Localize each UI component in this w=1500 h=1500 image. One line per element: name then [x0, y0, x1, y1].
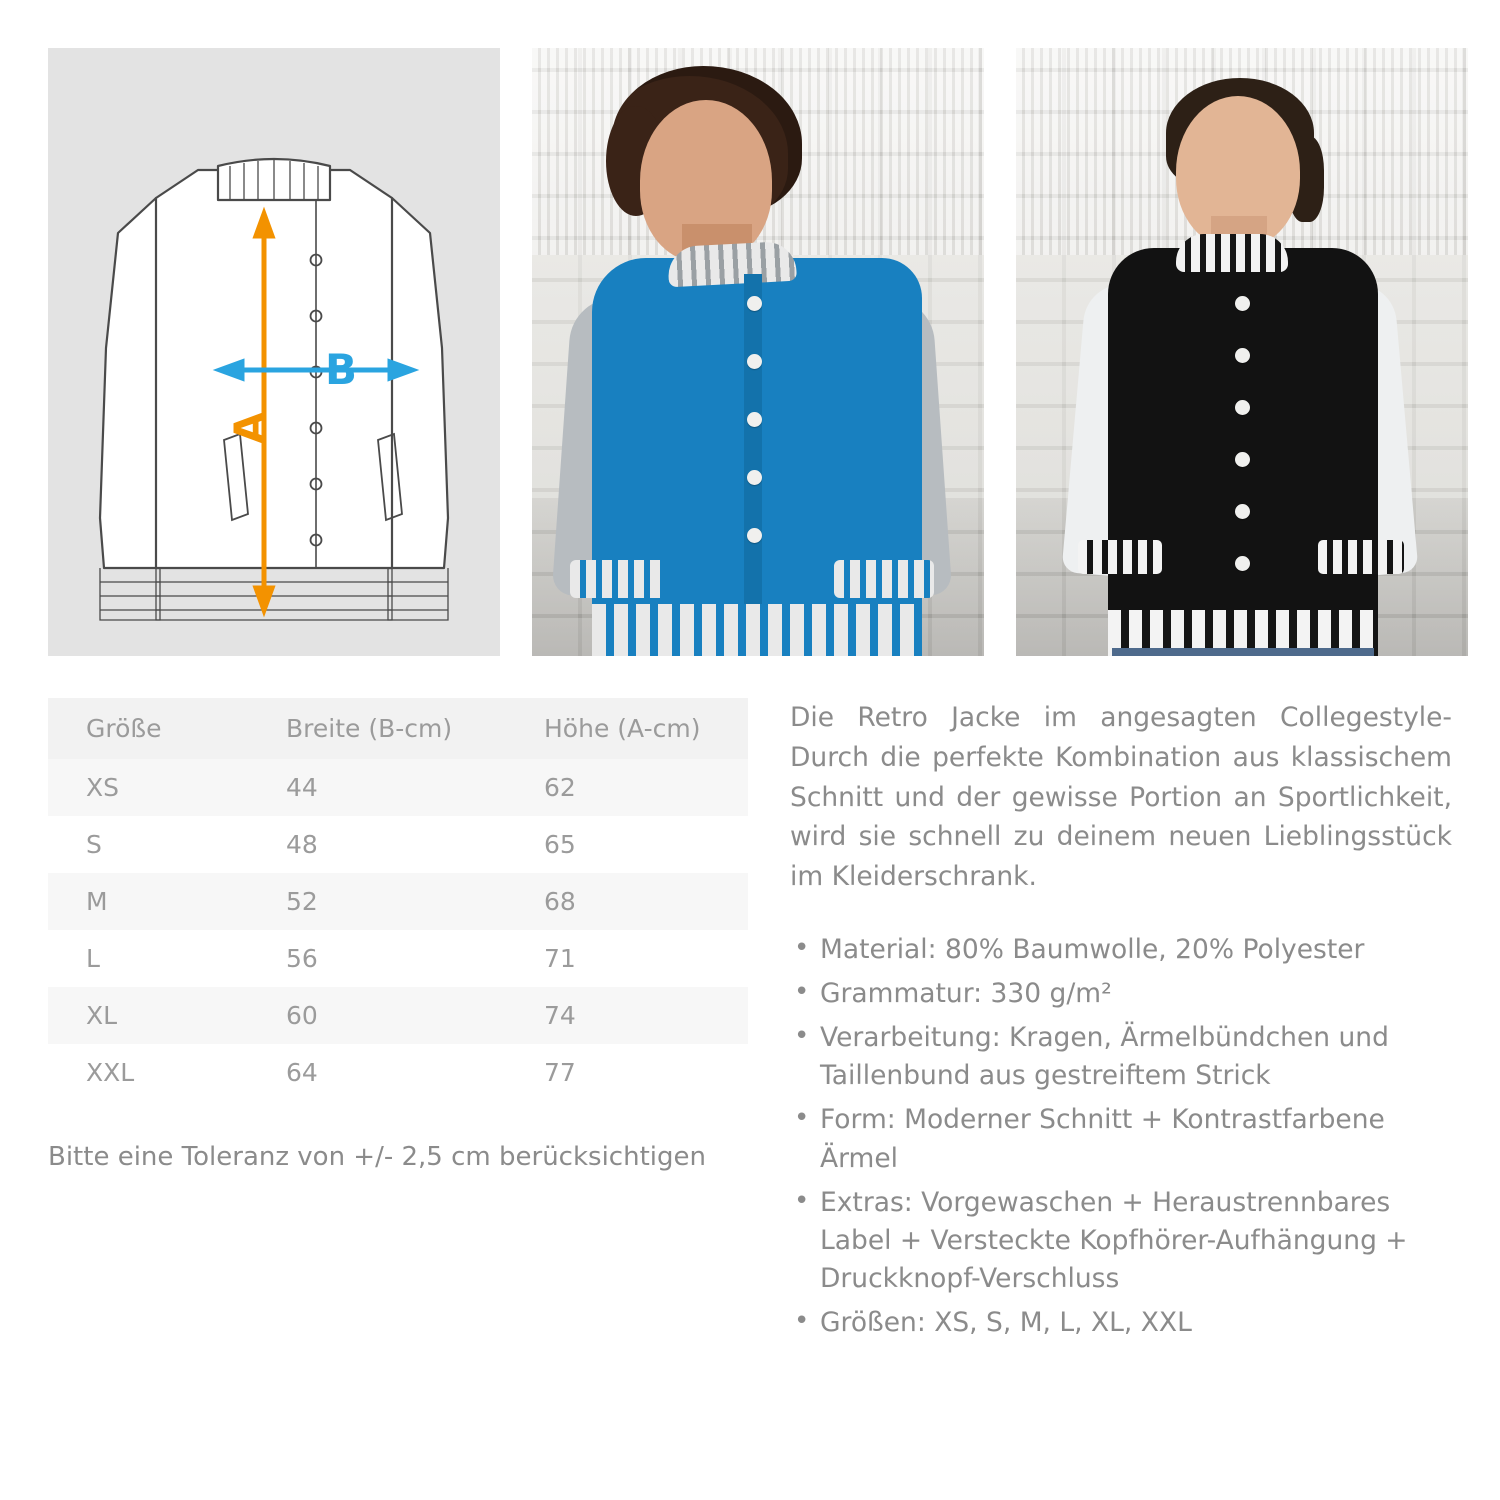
model-jeans [1112, 648, 1374, 656]
table-row [48, 816, 748, 873]
cell-size: M [86, 887, 108, 916]
jacket-placket [744, 274, 762, 650]
dimension-label-a: A [225, 411, 274, 445]
table-row [48, 987, 748, 1044]
jacket-hem [592, 604, 922, 656]
table-row [48, 873, 748, 930]
size-chart-column [48, 698, 748, 1348]
list-item: • Form: Moderner Schnitt + Kontrastfarbene Ärmel [790, 1101, 1452, 1177]
jacket-snap [747, 296, 762, 311]
jacket-snap [1235, 452, 1250, 467]
cell-height: 71 [544, 944, 576, 973]
technical-drawing-panel [48, 48, 500, 656]
jacket-snap [1235, 348, 1250, 363]
cell-width: 60 [286, 1001, 318, 1030]
cell-height: 65 [544, 830, 576, 859]
jacket-snap [1235, 504, 1250, 519]
product-photo-female [1016, 48, 1468, 656]
product-description-column [790, 698, 1452, 1348]
product-photo-male [532, 48, 984, 656]
cell-size: S [86, 830, 102, 859]
list-item: • Extras: Vorgewaschen + Heraustrennbares Label + Versteckte Kopfhörer-Aufhängung + Druckknopf-Verschluss [790, 1184, 1452, 1298]
cell-height: 68 [544, 887, 576, 916]
cell-width: 64 [286, 1058, 318, 1087]
jacket-cuff-right [834, 560, 934, 598]
product-feature-list [790, 931, 1452, 1343]
list-item: • Größen: XS, S, M, L, XL, XXL [790, 1304, 1452, 1342]
column-header-width: Breite (B-cm) [248, 698, 506, 759]
table-row [48, 759, 748, 816]
jacket-cuff-right [1318, 540, 1404, 574]
product-info-row [0, 656, 1500, 1348]
cell-height: 62 [544, 773, 576, 802]
cell-size: XL [86, 1001, 118, 1030]
dimension-label-b: B [324, 345, 358, 394]
cell-height: 77 [544, 1058, 576, 1087]
cell-height: 74 [544, 1001, 576, 1030]
size-table [48, 698, 748, 1101]
jacket-collar [667, 241, 797, 288]
jacket-snap [1235, 556, 1250, 571]
jacket-collar [1176, 234, 1288, 272]
table-row [48, 1044, 748, 1101]
jacket-technical-drawing-icon [48, 48, 500, 656]
table-row [48, 930, 748, 987]
cell-size: XXL [86, 1058, 135, 1087]
jacket-snap [747, 528, 762, 543]
tolerance-note: Bitte eine Toleranz von +/- 2,5 cm berücksichtigen [48, 1142, 706, 1172]
cell-width: 48 [286, 830, 318, 859]
jacket-snap [747, 412, 762, 427]
jacket-cuff-left [1078, 540, 1162, 574]
cell-width: 44 [286, 773, 318, 802]
jacket-snap [1235, 400, 1250, 415]
cell-width: 52 [286, 887, 318, 916]
column-header-size: Größe [48, 698, 248, 759]
product-image-row [0, 0, 1500, 656]
table-header-row [48, 698, 748, 759]
list-item: • Material: 80% Baumwolle, 20% Polyester [790, 931, 1452, 969]
jacket-snap [747, 470, 762, 485]
column-header-height: Höhe (A-cm) [506, 698, 748, 759]
cell-size: XS [86, 773, 119, 802]
cell-size: L [86, 944, 100, 973]
product-description: Die Retro Jacke im angesagten Collegestyle- Durch die perfekte Kombination aus klassischem Schnitt und der gewisse Portion an Sportlichkeit, wird sie schnell zu deinem neuen Lieblingsstück im Kleiderschrank. [790, 702, 1452, 892]
list-item: • Grammatur: 330 g/m² [790, 975, 1452, 1013]
jacket-cuff-left [570, 560, 666, 598]
list-item: • Verarbeitung: Kragen, Ärmelbündchen und Taillenbund aus gestreiftem Strick [790, 1019, 1452, 1095]
jacket-snap [1235, 296, 1250, 311]
jacket-snap [747, 354, 762, 369]
cell-width: 56 [286, 944, 318, 973]
